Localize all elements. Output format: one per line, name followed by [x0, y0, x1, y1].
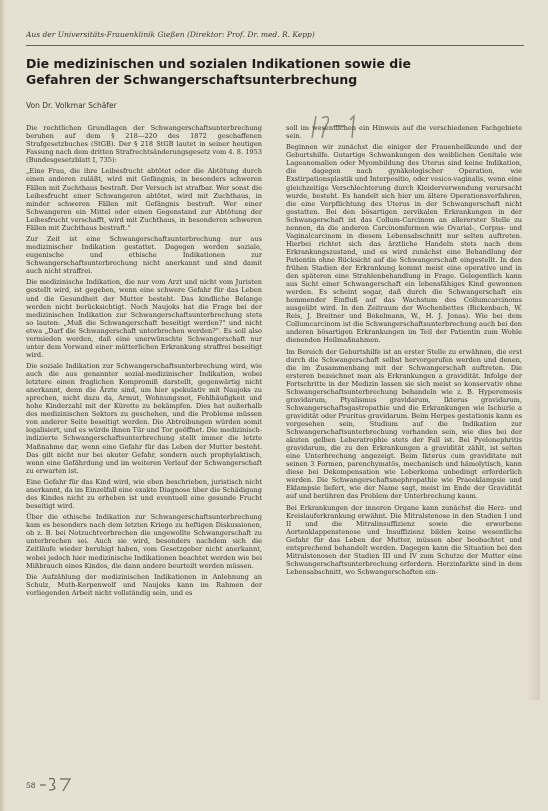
paragraph: Die Aufzählung der medizinischen Indikationen in Anlehnung an Schulz, Muth-Kerpenwolf und Naujoks kann im Rahmen der vorliegenden Arbeit nicht vollständig sein, und es [26, 572, 262, 597]
paragraph: „Eine Frau, die ihre Leibesfrucht abtötet oder die Abtötung durch einen anderen zuläßt, wird mit Gefängnis, in besonders schweren Fällen mit Zuchthaus bestraft. Der Versuch ist strafbar. Wer sonst die Leibesfrucht einer Schwangeren abtötet, wird mit Zuchthaus, in minder schweren Fällen mit Gefängnis bestraft. Wer einer Schwangeren ein Mittel oder einen Gegenstand zur Abtötung der Leibesfrucht verschafft, wird mit Zuchthaus, in besonderen schweren Fällen mit Zuchthaus bestraft." [26, 167, 262, 232]
paragraph: Die rechtlichen Grundlagen der Schwangerschaftsunterbrechung beruhen auf dem § 218—220 des 1872 geschaffenen Strafgesetzbuches (StGB). Der § 218 StGB lautet in seiner heutigen Fassung nach dem dritten Strafrechtsänderungsgesetz vom 4. 8. 1953 (Bundesgesetzblatt I, 735): [26, 124, 262, 165]
paragraph: Eine Gefahr für das Kind wird, wie eben beschrieben, juristisch nicht anerkannt, da im Einzelfall eine exakte Diagnose über die Schädigung des Kindes nicht zu erheben ist und eventuell eine gesunde Frucht beseitigt wird. [26, 477, 262, 511]
article-title: Die medizinischen und sozialen Indikationen sowie die Gefahren der Schwangerschaftsunterbrechung [26, 56, 411, 87]
handwritten-page-mark [38, 775, 74, 793]
paragraph: Bei Erkrankungen der inneren Organe kann zunächst die Herz- und Kreislauferkrankung erwähnt. Die Mitralstenose in den Stadien I und II und die Mitralinsuffizienz sowie die erworbene Aortenklappenstenose und Insuffizienz bilden keine wesentliche Gefahr für das Leben der Mutter, müssen aber beobachtet und entsprechend behandelt werden. Dagegen kann die Situation bei den Mitralstenosen der Stadien III und IV zum Schutze der Mutter eine Schwangerschaftsunterbrechung erfordern. Herzinfarkte sind in dem Lebensabschnitt, wo Schwangerschaften ein- [286, 503, 522, 577]
paragraph: Zur Zeit ist eine Schwangerschaftsunterbrechung nur aus medizinischer Indikation gestattet. Dagegen werden soziale, eugenische und ethische Indikationen zur Schwangerschaftsunterbrechung nicht anerkannt und sind damit auch nicht straffrei. [26, 234, 262, 276]
article-author: Von Dr. Volkmar Schäfer [26, 101, 117, 110]
left-column [26, 124, 262, 600]
paragraph: Die soziale Indikation zur Schwangerschaftsunterbrechung wird, wie auch die aus genannter sozial-medizinischer Indikation, wobei letztere einen fraglichen Kompromiß darstellt, gegenwärtig nicht anerkannt, denn die Ärzte sind, um hier spekulativ mit Naujoks zu sprechen, nicht dazu da, Armut, Wohnungsnot, Fehlhäufigkeit und hohe Kinderzahl mit der Kürette zu bekämpfen. Dies hat außerhalb des medizinischen Sektors zu geschehen, und die Probleme müssen von anderer Seite beseitigt werden. Die Abtreibungen würden somit legalisiert, und es würde ihnen Tür und Tor geöffnet. Die medizinisch-indizierte Schwangerschaftsunterbrechung stellt immer die letzte Maßnahme dar, wenn eine Gefahr für das Leben der Mutter besteht. Das gilt nicht nur bei akuter Gefahr, sondern auch prophylaktisch, wenn eine Gefährdung und im weiteren Verlauf der Schwangerschaft zu erwarten ist. [26, 362, 262, 475]
header-rule [26, 45, 524, 46]
institution-header: Aus der Universitäts-Frauenklinik Gießen (Direktor: Prof. Dr. med. R. Kepp) [26, 30, 315, 39]
paragraph: Die medizinische Indikation, die nur vom Arzt und nicht vom Juristen gestellt wird, ist gegeben, wenn eine schwere Gefahr für das Leben und die Gesundheit der Mutter besteht. Das kindliche Belange werden nicht berücksichtigt. Noch Naujoks hat die Frage bei der medizinischen Indikation zur Schwangerschaftsunterbrechung stets so lauten: „Muß die Schwangerschaft beseitigt werden?" und nicht etwa „Darf die Schwangerschaft unterbrochen werden?". Es soll also vermieden werden, daß eine unerwünschte Schwangerschaft nur unter dem Vorwand einer mütterlichen Erkrankung straffrei beseitigt wird. [26, 278, 262, 359]
paragraph: Beginnen wir zunächst die einiger der Frauenheilkunde und der Geburtshilfe. Gutartige Schwankungen des weiblichen Genitale wie Lageanomalien oder Myombildung des Uterus sind keine Indikation, die dagegen nach gynäkologischer Operation, wie Exstirpationsplastik und Interpositio, oder vesico-vaginalis, wenn eine gleichzeitige Verschlechterung durch Kleiderverwendung verursacht wurde, besteht. Es handelt sich hier um ältere Operationsverfahren, die eine Verpflichtung des Uterus in der Schwangerschaft nicht gestatten. Bei den bösartigen zervikalen Erkrankungen in der Schwangerschaft ist das Collum-Carcinom an allererster Stelle zu nennen, da die anderen Carcinomformen wie Ovarial-, Corpus- und Vaginalcarcinom in diesem Lebensabschnitt nur selten auftreten. Hierbei richtet sich das ärztliche Handeln stets nach dem Erkrankungszustand, und es wird zunächst eine Behandlung der Patientin ohne Rücksicht auf die Schwangerschaft eingestellt. In den frühen Stadien der Erkrankung kommt meist eine operative und in den späteren eine Strahlenbehandlung in Frage. Gelegentlich kann aus Sicht einer Schwangerschaft ein lebensfähiges Kind gewonnen werden. Es scheint sogar, daß durch die Schwangerschaft ein hemmender Einfluß auf das Wachstum des Collumcarcinoms ausgeübt wird. In den Zeitraum der Wochenbettes (Bickenbach, W. Reis, J. Breitner und Bokelmann, W., H. J. Jonas). Wie bei dem Collumcarcinom ist die Schwangerschaftsunterbrechung auch bei den anderen bösartigen Erkrankungen im Teil der Patientin zum Wohle dienenden Heilmaßnahmen. [286, 143, 522, 345]
paragraph: Über die ethische Indikation zur Schwangerschaftsunterbrechung kam es besonders nach dem letzten Kriege zu heftigen Diskussionen, ob z. B. bei Notzuchtverbrechen die ungewollte Schwangerschaft zu unterbrechen sei. Auch sie wird, besonders nachdem sich die Zeitläufe wieder beruhigt haben, vom Gesetzgeber nicht anerkannt, wobei jedoch hier medizinische Indikationen beachtet werden wie bei Mißbrauch eines Kindes, die dann andere beurteilt werden müssen. [26, 513, 262, 570]
right-column [286, 124, 522, 579]
paragraph: Im Bereich der Geburtshilfe ist an erster Stelle zu erwähnen, die erst durch die Schwangerschaft selbst hervorgerufen werden und denen, die im Zusammenhang mit der Schwangerschaft auftreten. Die ersteren bezeichnet man als Erkrankungen a gravidität. Infolge der Fortschritte in der Medizin lassen sie sich meist so konservativ ohne Schwangerschaftsunterbrechung behandeln wie z. B. Hyperemesis gravidarum, Ptyalismus gravidarum, Ikterus gravidarum, Schwangerschaftsgastropathie und die Erkrankungen wie Ischurie a gravidität oder Pruritus gravidarum. Beim Herpes gestationis kann es vorgesehen sein, Studium auf die Indikation zur Schwangerschaftsunterbrechung vorhanden sein, wie dies bei der akuten gelben Leberatrophie stets der Fall ist. Bei Pyelonephritis gravidarum, die zu den Erkrankungen a gravidität zählt, ist selten eine Unterbrechung angezeigt. Beim Ikterus cum graviditate mit seinen 3 Formen, parenchymatös, mechanisch und hämolytisch, kann diese bei Dekompensation wie Leberkoma unbedingt erforderlich werden. Die Schwangerschaftsnephropathie wie Praeeklampsie und Eklampsie liefert, wie der Name sagt, meist im Ende der Gravidität auf und berühren das Problem der Unterbrechung kaum. [286, 347, 522, 501]
paragraph: soll im wesentlichen ein Hinweis auf die verschiedenen Fachgebiete sein. [286, 124, 522, 141]
page-edge-shadow [526, 400, 540, 700]
page-number: 58 [26, 781, 36, 790]
